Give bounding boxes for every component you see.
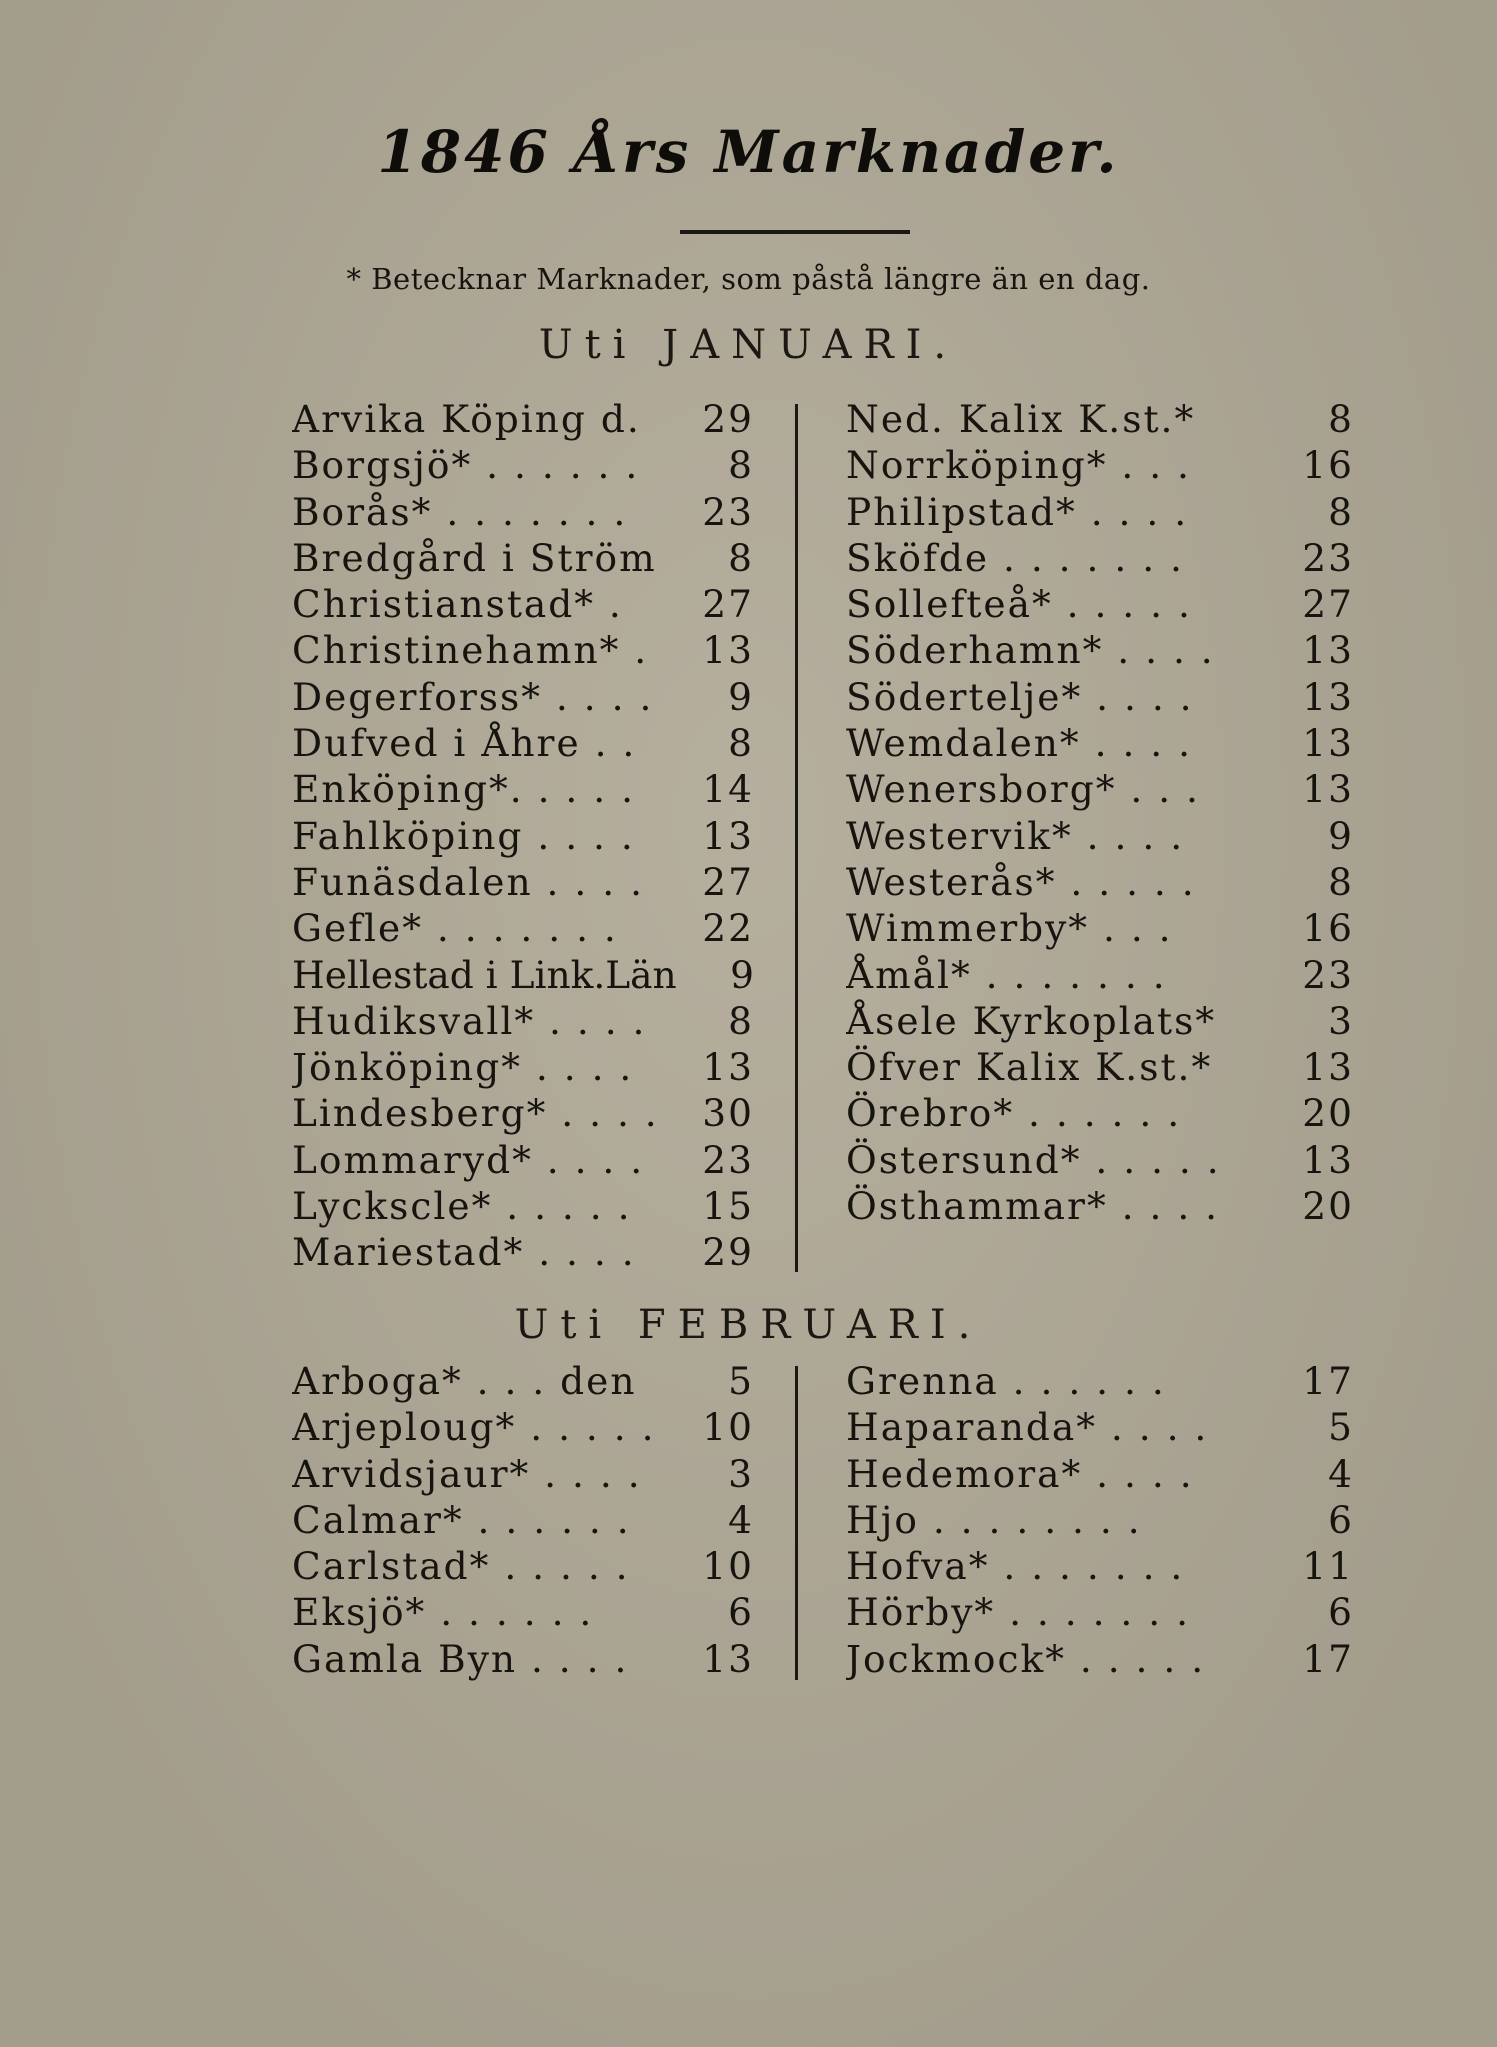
market-day: 11	[1302, 1544, 1354, 1589]
list-item	[292, 1451, 754, 1497]
market-day: 23	[702, 1137, 754, 1182]
list-item	[846, 1404, 1354, 1450]
list-item	[846, 905, 1354, 951]
list-item	[292, 535, 754, 581]
market-name: Östhammar* . . . .	[846, 1184, 1220, 1229]
month-heading-february: Uti FEBRUARI.	[514, 1302, 983, 1348]
market-name: Wemdalen* . . . .	[846, 721, 1193, 766]
market-day: 22	[702, 906, 754, 951]
market-day: 20	[1302, 1091, 1354, 1136]
market-name: Haparanda* . . . .	[846, 1405, 1209, 1450]
market-name: Lindesberg* . . . .	[292, 1091, 659, 1136]
market-name: Hudiksvall* . . . .	[292, 998, 647, 1043]
market-name: Gefle* . . . . . . .	[292, 906, 618, 951]
market-day: 20	[1302, 1184, 1354, 1229]
list-item	[846, 581, 1354, 627]
list-item	[292, 674, 754, 720]
market-name: Sollefteå* . . . . .	[846, 582, 1192, 627]
list-item	[846, 998, 1354, 1044]
market-name: Westervik* . . . .	[846, 813, 1185, 858]
list-item	[846, 1137, 1354, 1183]
list-item	[846, 627, 1354, 673]
market-name: Carlstad* . . . . .	[292, 1544, 630, 1589]
list-item	[292, 998, 754, 1044]
market-name: Arvika Köping d.	[292, 397, 641, 441]
market-name: Bredgård i Ström	[292, 535, 657, 580]
market-day: 30	[702, 1091, 754, 1136]
list-item	[292, 1589, 754, 1635]
market-name: Borgsjö* . . . . . .	[292, 443, 640, 488]
market-day: 8	[728, 443, 754, 488]
market-day: 5	[1328, 1405, 1354, 1450]
market-day: 9	[728, 674, 754, 719]
market-day: 27	[702, 582, 754, 627]
market-day: 17	[1302, 1359, 1354, 1403]
list-item	[292, 1636, 754, 1682]
list-item	[846, 1358, 1354, 1404]
market-name: Philipstad* . . . .	[846, 489, 1189, 534]
list-item	[292, 1137, 754, 1183]
market-name: Grenna . . . . . .	[846, 1359, 1166, 1403]
market-day: 13	[1302, 721, 1354, 766]
list-item	[846, 1589, 1354, 1635]
february-left-list	[292, 1358, 754, 1682]
market-day: 10	[702, 1544, 754, 1589]
list-item	[292, 859, 754, 905]
market-day: 23	[1302, 952, 1354, 997]
market-name: Christianstad* .	[292, 582, 623, 627]
market-day: 8	[1328, 489, 1354, 534]
list-item	[846, 1497, 1354, 1543]
list-item	[292, 442, 754, 488]
market-day: 29	[702, 1230, 754, 1275]
market-day: 5	[728, 1359, 754, 1403]
market-day: 8	[728, 721, 754, 766]
market-name: Mariestad* . . . .	[292, 1230, 636, 1275]
market-day: 9	[730, 952, 754, 997]
market-day: 6	[1328, 1497, 1354, 1542]
market-name: Degerforss* . . . .	[292, 674, 654, 719]
market-day: 14	[702, 767, 754, 812]
market-day: 16	[1302, 906, 1354, 951]
market-name: Dufved i Åhre . .	[292, 721, 637, 766]
market-name: Eksjö* . . . . . .	[292, 1590, 594, 1635]
month-heading-january: Uti JANUARI.	[538, 322, 959, 368]
market-day: 9	[1328, 813, 1354, 858]
market-day: 29	[702, 397, 754, 441]
market-name: Jockmock* . . . . .	[846, 1636, 1206, 1681]
list-item	[846, 1543, 1354, 1589]
list-item	[846, 766, 1354, 812]
market-day: 17	[1302, 1636, 1354, 1681]
market-name: Wenersborg* . . .	[846, 767, 1200, 812]
list-item	[292, 952, 754, 998]
list-item	[292, 1090, 754, 1136]
market-day: 27	[1302, 582, 1354, 627]
market-day: 23	[1302, 535, 1354, 580]
market-day: 13	[1302, 674, 1354, 719]
market-name: Sköfde . . . . . . .	[846, 535, 1184, 580]
list-item	[292, 396, 754, 442]
column-divider-february	[795, 1366, 798, 1680]
market-name: Södertelje* . . . .	[846, 674, 1194, 719]
market-day: 23	[702, 489, 754, 534]
market-name: Hjo . . . . . . . .	[846, 1497, 1142, 1542]
market-day: 6	[1328, 1590, 1354, 1635]
market-day: 10	[702, 1405, 754, 1450]
list-item	[846, 720, 1354, 766]
market-name: Arvidsjaur* . . . .	[292, 1451, 642, 1496]
market-day: 13	[1302, 1045, 1354, 1090]
market-day: 15	[702, 1184, 754, 1229]
list-item	[846, 535, 1354, 581]
market-name: Jönköping* . . . .	[292, 1045, 634, 1090]
market-name: Östersund* . . . . .	[846, 1137, 1221, 1182]
market-name: Hörby* . . . . . . .	[846, 1590, 1191, 1635]
list-item	[846, 952, 1354, 998]
list-item	[292, 766, 754, 812]
market-name: Lyckscle* . . . . .	[292, 1184, 632, 1229]
market-day: 8	[1328, 397, 1354, 441]
market-name: Calmar* . . . . . .	[292, 1497, 631, 1542]
january-left-list	[292, 396, 754, 1276]
market-name: Örebro* . . . . . .	[846, 1091, 1182, 1136]
market-day: 3	[728, 1451, 754, 1496]
market-name: Ned. Kalix K.st.*	[846, 397, 1196, 441]
list-item	[292, 1183, 754, 1229]
market-name: Fahlköping . . . .	[292, 813, 635, 858]
title-rule	[680, 230, 910, 234]
market-day: 6	[728, 1590, 754, 1635]
market-name: Christinehamn* .	[292, 628, 649, 673]
market-day: 13	[702, 1636, 754, 1681]
legend-note: * Betecknar Marknader, som påstå längre än en dag.	[346, 262, 1151, 296]
market-day: 8	[728, 535, 754, 580]
list-item	[846, 859, 1354, 905]
list-item	[292, 1497, 754, 1543]
list-item	[292, 1044, 754, 1090]
list-item	[292, 581, 754, 627]
market-day: 8	[1328, 859, 1354, 904]
january-right-list	[846, 396, 1354, 1229]
market-name: Öfver Kalix K.st.*	[846, 1045, 1213, 1090]
list-item	[292, 1543, 754, 1589]
market-day: 4	[1328, 1451, 1354, 1496]
page-title: 1846 Års Marknader.	[377, 118, 1120, 186]
list-item	[846, 1451, 1354, 1497]
market-name: Borås* . . . . . . .	[292, 489, 628, 534]
list-item	[846, 1636, 1354, 1682]
list-item	[846, 489, 1354, 535]
market-name: Funäsdalen . . . .	[292, 859, 644, 904]
market-name: Westerås* . . . . .	[846, 859, 1196, 904]
market-name: Hofva* . . . . . . .	[846, 1544, 1185, 1589]
market-day: 16	[1302, 443, 1354, 488]
market-day: 13	[702, 628, 754, 673]
market-name: Enköping*. . . . .	[292, 767, 636, 812]
list-item	[292, 905, 754, 951]
market-day: 13	[1302, 767, 1354, 812]
market-day: 27	[702, 859, 754, 904]
market-name: Åmål* . . . . . . .	[846, 952, 1167, 997]
market-name: Arjeploug* . . . . .	[292, 1405, 656, 1450]
market-name: Åsele Kyrkoplats*	[846, 998, 1217, 1043]
market-day: 8	[728, 998, 754, 1043]
list-item	[846, 674, 1354, 720]
list-item	[292, 720, 754, 766]
list-item	[292, 1358, 754, 1404]
list-item	[846, 813, 1354, 859]
list-item	[846, 1044, 1354, 1090]
market-name: Lommaryd* . . . .	[292, 1137, 645, 1182]
market-day: 13	[702, 813, 754, 858]
market-name: Arboga* . . . den	[292, 1359, 637, 1403]
list-item	[846, 396, 1354, 442]
list-item	[292, 813, 754, 859]
february-right-list	[846, 1358, 1354, 1682]
column-divider-january	[795, 404, 798, 1272]
list-item	[846, 1090, 1354, 1136]
market-name: Hellestad i Link.Län	[292, 952, 677, 997]
market-day: 3	[1328, 998, 1354, 1043]
market-day: 4	[728, 1497, 754, 1542]
market-day: 13	[1302, 628, 1354, 673]
market-name: Hedemora* . . . .	[846, 1451, 1194, 1496]
market-name: Söderhamn* . . . .	[846, 628, 1215, 673]
list-item	[846, 1183, 1354, 1229]
list-item	[292, 489, 754, 535]
list-item	[292, 627, 754, 673]
market-day: 13	[702, 1045, 754, 1090]
list-item	[292, 1404, 754, 1450]
market-name: Norrköping* . . .	[846, 443, 1191, 488]
list-item	[292, 1229, 754, 1275]
list-item	[846, 442, 1354, 488]
market-name: Wimmerby* . . .	[846, 906, 1173, 951]
market-day: 13	[1302, 1137, 1354, 1182]
market-name: Gamla Byn . . . .	[292, 1636, 629, 1681]
